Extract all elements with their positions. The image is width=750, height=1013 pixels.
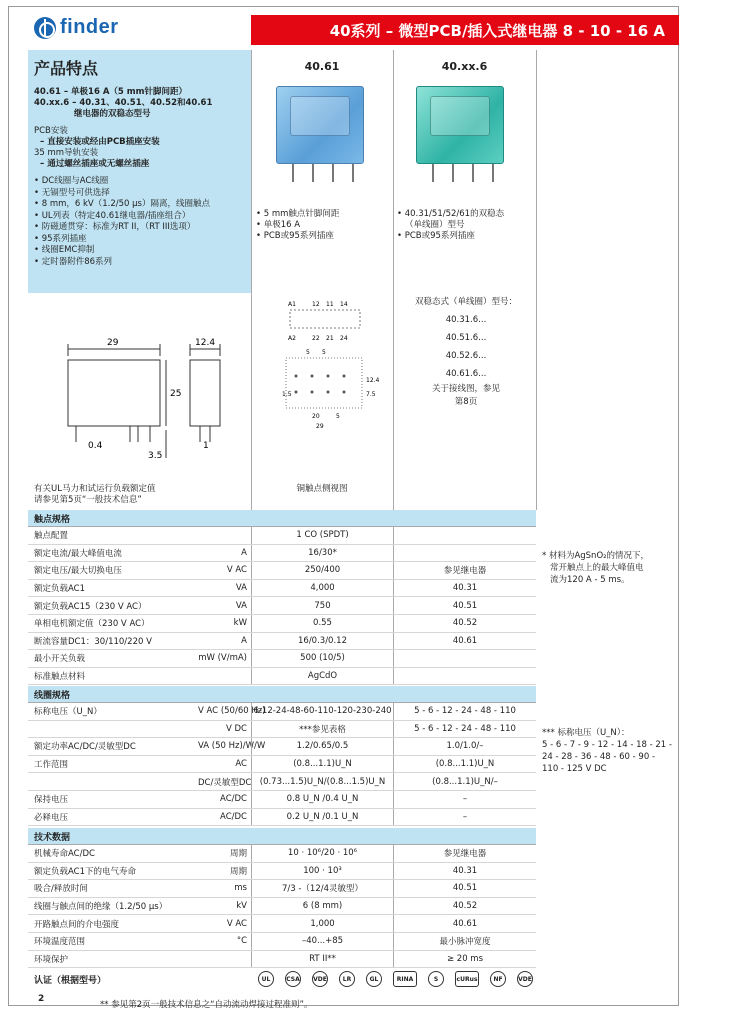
row-label: 额定负载AC1 [34, 584, 86, 595]
material-note-line: 流为120 A - 5 ms。 [550, 575, 630, 585]
footprint-dim: 12.4 [366, 377, 380, 384]
certification-icon: VDE [517, 971, 533, 987]
table-row [28, 951, 536, 969]
footprint-dim: 7.5 [366, 391, 376, 398]
bistable-block [397, 293, 535, 409]
row-unit: VA [235, 583, 247, 594]
row-value-40-xx-6: 40.52 [393, 615, 536, 632]
row-label: 最小开关负载 [34, 654, 86, 665]
row-unit: DC/灵敏型DC [198, 777, 252, 788]
section-header-contacts: 触点规格 [28, 510, 536, 527]
row-unit: 周期 [229, 849, 247, 860]
table-row [28, 703, 536, 721]
table-row [28, 933, 536, 951]
note-line: • PCB或95系列插座 [256, 231, 334, 241]
row-value-40-61: 1 CO (SPDT) [251, 527, 393, 544]
row-value-40-xx-6: 40.61 [393, 915, 536, 932]
footprint-dim: 5 [322, 349, 326, 356]
tech-data-table [28, 828, 536, 968]
mount-line: PCB安装 [34, 126, 68, 136]
row-value-40-xx-6: 40.51 [393, 597, 536, 614]
section-header-tech: 技术数据 [28, 828, 536, 845]
row-value-40-61: RT II** [251, 951, 393, 968]
contact-spec-table [28, 510, 536, 685]
row-unit: V AC (50/60 Hz) [198, 706, 266, 717]
row-value-40-xx-6: 40.31 [393, 863, 536, 880]
mount-line: – 直接安装或经由PCB插座安装 [40, 137, 160, 147]
table-row [28, 898, 536, 916]
ul-note [34, 484, 155, 506]
coil-spec-table [28, 686, 536, 826]
voltage-note-line: 24 - 28 - 36 - 48 - 60 - 90 - [542, 752, 656, 762]
column-divider [536, 50, 537, 510]
dim-label: 1 [203, 441, 209, 451]
row-unit: kV [236, 901, 247, 912]
table-row [28, 845, 536, 863]
column-divider [393, 50, 394, 510]
features-title: 产品特点 [34, 59, 99, 78]
table-row [28, 527, 536, 545]
bistable-item: 40.52.6... [445, 351, 487, 361]
note-line: • 单极16 A [256, 220, 301, 230]
voltage-note-title: *** 标称电压（U_N）： [542, 728, 630, 738]
certification-icon: NF [490, 971, 506, 987]
note-line: （单线圈）型号 [405, 220, 465, 230]
mount-line: – 通过螺丝插座或无螺丝插座 [40, 159, 150, 169]
relay-40-61-image [272, 86, 372, 186]
feature-bullet: • 定时器附件86系列 [34, 256, 113, 267]
table-row [28, 791, 536, 809]
bistable-item: 40.31.6... [445, 315, 487, 325]
row-value-40-xx-6: 40.61 [393, 633, 536, 650]
pin-label: 11 [326, 301, 334, 308]
row-value-40-61: 1,000 [251, 915, 393, 932]
row-label: 额定负载AC15（230 V AC） [34, 601, 147, 612]
row-value-40-61: 500 (10/5) [251, 650, 393, 667]
row-unit: A [241, 547, 247, 558]
row-label: 环境保护 [34, 954, 69, 965]
finder-logo-icon [34, 17, 56, 39]
feature-bullet: • 无镉型号可供选择 [34, 187, 110, 198]
row-value-40-61: 0.55 [251, 615, 393, 632]
row-label: 工作范围 [34, 760, 69, 771]
finder-logo [34, 16, 119, 39]
voltage-note-line: 5 - 6 - 7 - 9 - 12 - 14 - 18 - 21 - [542, 740, 672, 750]
dim-label: 0.4 [88, 441, 103, 451]
feature-bullet: • 线圈EMC抑制 [34, 245, 95, 255]
row-value-40-xx-6: 5 - 6 - 12 - 24 - 48 - 110 [393, 721, 536, 738]
row-value-40-61: 1.2/0.65/0.5 [251, 738, 393, 755]
table-row [28, 650, 536, 668]
material-note [542, 550, 649, 586]
row-label: 额定电压/最大切换电压 [34, 566, 122, 577]
row-value-40-xx-6: 40.52 [393, 898, 536, 915]
cert-label: 认证（根据型号） [34, 975, 107, 986]
section-header-coil: 线圈规格 [28, 686, 536, 703]
dim-label: 25 [170, 389, 182, 399]
row-value-40-xx-6: (0.8...1.1)U_N [393, 756, 536, 773]
certification-icon: UL [258, 971, 274, 987]
note-line: • 40.31/51/52/61的双稳态 [397, 209, 505, 219]
note-line: • PCB或95系列插座 [397, 231, 475, 241]
row-value-40-xx-6 [393, 650, 536, 667]
feature-bullet: • DC线圈与AC线圈 [34, 176, 109, 186]
table-row [28, 738, 536, 756]
footprint-dim: 20 [312, 413, 320, 420]
row-label: 额定电流/最大峰值电流 [34, 548, 122, 559]
certification-icon: CSA [285, 971, 301, 987]
table-row [28, 863, 536, 881]
certification-row [28, 968, 668, 990]
row-unit: ms [234, 883, 247, 894]
row-value-40-xx-6: – [393, 791, 536, 808]
dim-label: 3.5 [148, 451, 163, 461]
row-value-40-xx-6: 40.51 [393, 880, 536, 897]
row-label: 触点配置 [34, 531, 69, 542]
feature-bullet: • 8 mm，6 kV（1.2/50 μs）隔离，线圈触点 [34, 199, 210, 209]
row-label: 标准触点材料 [34, 672, 86, 683]
row-unit: kW [233, 618, 247, 629]
row-value-40-61: 0.2 U_N /0.1 U_N [251, 809, 393, 826]
row-value-40-61: ***参见表格 [251, 721, 393, 738]
table-row [28, 809, 536, 827]
table-row [28, 773, 536, 791]
row-unit: AC [235, 759, 247, 770]
table-row [28, 880, 536, 898]
row-value-40-xx-6: 1.0/1.0/– [393, 738, 536, 755]
row-value-40-xx-6: 参见继电器 [393, 562, 536, 579]
feature-bullet: • 95系列插座 [34, 233, 87, 244]
row-value-40-xx-6: (0.8...1.1)U_N/– [393, 773, 536, 790]
column-title-40-xx-6: 40.xx.6 [441, 60, 488, 73]
material-note-line: 常开触点上的最大峰值电 [550, 563, 644, 573]
pin-label: 22 [312, 335, 320, 342]
bistable-item: 40.61.6... [445, 369, 487, 379]
row-value-40-xx-6: 最小脉冲宽度 [393, 933, 536, 950]
dim-label: 12.4 [195, 338, 216, 348]
table-row [28, 915, 536, 933]
column-divider [251, 50, 252, 510]
mount-line: 35 mm导轨安装 [34, 148, 99, 158]
features-line: 40.61 – 单极16 A（5 mm针脚间距） [34, 87, 188, 97]
wiring-note: 关于接线图，参见 [431, 384, 500, 394]
row-value-40-xx-6: 5 - 6 - 12 - 24 - 48 - 110 [393, 703, 536, 720]
row-unit: V DC [226, 723, 247, 734]
row-value-40-xx-6: 40.31 [393, 580, 536, 597]
page-number: 2 [38, 994, 45, 1004]
row-unit: 周期 [229, 866, 247, 877]
row-value-40-xx-6 [393, 668, 536, 685]
row-unit: AC/DC [220, 794, 247, 805]
row-value-40-61: 250/400 [251, 562, 393, 579]
row-label: 线圈与触点间的绝缘（1.2/50 μs） [34, 902, 168, 913]
table-row [28, 668, 536, 686]
row-value-40-61: 10 · 10⁶/20 · 10⁶ [251, 845, 393, 862]
row-label: 额定功率AC/DC/灵敏型DC [34, 742, 136, 753]
row-value-40-61: 100 · 10³ [251, 863, 393, 880]
footprint-dim: 5 [306, 349, 310, 356]
row-label: 保持电压 [34, 795, 69, 806]
footprint-dim: 29 [316, 423, 324, 430]
row-value-40-61: 16/0.3/0.12 [251, 633, 393, 650]
table-row [28, 545, 536, 563]
certification-icon: VDE [312, 971, 328, 987]
table-row [28, 721, 536, 739]
row-value-40-61: AgCdO [251, 668, 393, 685]
dim-label: 29 [107, 338, 119, 348]
certification-icon: GL [366, 971, 382, 987]
note-line: • 5 mm触点针脚间距 [256, 209, 340, 219]
table-row [28, 756, 536, 774]
feature-bullet: • 防磁通贯穿：标准为RT II，（RT III选项） [34, 222, 196, 232]
row-unit: VA [235, 600, 247, 611]
row-label: 标称电压（U_N） [34, 707, 102, 718]
row-value-40-xx-6: 参见继电器 [393, 845, 536, 862]
row-label: 必释电压 [34, 812, 69, 823]
row-value-40-61: (0.8...1.1)U_N [251, 756, 393, 773]
certification-icon: RINA [393, 971, 417, 987]
row-label: 吸合/释放时间 [34, 884, 88, 895]
voltage-note-line: 110 - 125 V DC [542, 764, 607, 774]
ul-note-line: 有关UL马力和试运行负载额定值 [34, 484, 156, 494]
relay-40-xx-6-image [412, 86, 512, 186]
row-value-40-61: 0.8 U_N /0.4 U_N [251, 791, 393, 808]
pin-label: 14 [340, 301, 348, 308]
certification-icon: S [428, 971, 444, 987]
header-title: 40系列 – 微型PCB/插入式继电器 8 - 10 - 16 A [251, 15, 679, 45]
footprint-dim: 1.5 [282, 391, 292, 398]
material-note-line: * 材料为AgSnO₂的情况下， [542, 551, 650, 561]
pin-label: 21 [326, 335, 334, 342]
row-value-40-xx-6: – [393, 809, 536, 826]
features-bullets [34, 176, 245, 268]
pin-diagram [282, 296, 382, 436]
pin-label: 12 [312, 301, 320, 308]
voltage-note [542, 727, 672, 775]
row-value-40-61: 7/3 -（12/4灵敏型） [251, 880, 393, 897]
row-label: 环境温度范围 [34, 937, 86, 948]
row-value-40-xx-6 [393, 527, 536, 544]
row-value-40-61: 750 [251, 597, 393, 614]
row-unit: V AC [226, 918, 247, 929]
dimension-drawing [40, 330, 250, 465]
table-row [28, 580, 536, 598]
table-row [28, 562, 536, 580]
certification-icon: LR [339, 971, 355, 987]
row-unit: °C [236, 936, 247, 947]
row-value-40-61: –40...+85 [251, 933, 393, 950]
table-row [28, 633, 536, 651]
features-line: 继电器的双稳态型号 [74, 109, 151, 119]
copper-caption: 铜触点侧视图 [296, 484, 348, 494]
feature-bullet: • UL列表（特定40.61继电器/插座组合） [34, 210, 191, 221]
row-label: 单相电机额定值（230 V AC） [34, 619, 150, 630]
row-unit: A [241, 635, 247, 646]
footer-note: ** 参见第2页一般技术信息之“自动流动焊接过程准则”。 [100, 1000, 313, 1010]
bistable-item: 40.51.6... [445, 333, 487, 343]
table-row [28, 615, 536, 633]
brand-name: finder [60, 16, 119, 38]
wiring-note: 第8页 [454, 397, 478, 407]
row-unit: V AC [226, 565, 247, 576]
row-label: 机械寿命AC/DC [34, 849, 95, 860]
features-line: 40.xx.6 – 40.31、40.51、40.52和40.61 [34, 98, 213, 108]
bistable-title: 双稳态式（单线圈）型号： [414, 297, 517, 307]
row-value-40-61: (0.73...1.5)U_N/(0.8...1.5)U_N [251, 773, 393, 790]
row-label: 额定负载AC1下的电气寿命 [34, 866, 137, 877]
row-unit: mW (V/mA) [198, 653, 247, 664]
row-label: 断流容量DC1：30/110/220 V [34, 636, 152, 647]
row-value-40-61: 16/30* [251, 545, 393, 562]
row-value-40-xx-6 [393, 545, 536, 562]
column-title-40-61: 40.61 [304, 60, 340, 73]
features-panel [28, 50, 251, 293]
pin-label: A2 [288, 335, 296, 342]
footprint-dim: 5 [336, 413, 340, 420]
notes-40-61 [256, 209, 339, 242]
row-label: 开路触点间的介电强度 [34, 919, 120, 930]
row-unit: AC/DC [220, 811, 247, 822]
pin-label: 24 [340, 335, 348, 342]
row-value-40-xx-6: ≥ 20 ms [393, 951, 536, 968]
row-value-40-61: 4,000 [251, 580, 393, 597]
certification-icon: cURus [455, 971, 479, 987]
row-unit: VA (50 Hz)/W/W [198, 741, 266, 752]
row-value-40-61: 6 (8 mm) [251, 898, 393, 915]
pin-label: A1 [288, 301, 296, 308]
row-value-40-61: 6-12-24-48-60-110-120-230-240 [251, 703, 393, 720]
notes-40-xx-6 [397, 209, 504, 242]
ul-note-line: 请参见第5页“一般技术信息” [34, 495, 142, 505]
table-row [28, 597, 536, 615]
